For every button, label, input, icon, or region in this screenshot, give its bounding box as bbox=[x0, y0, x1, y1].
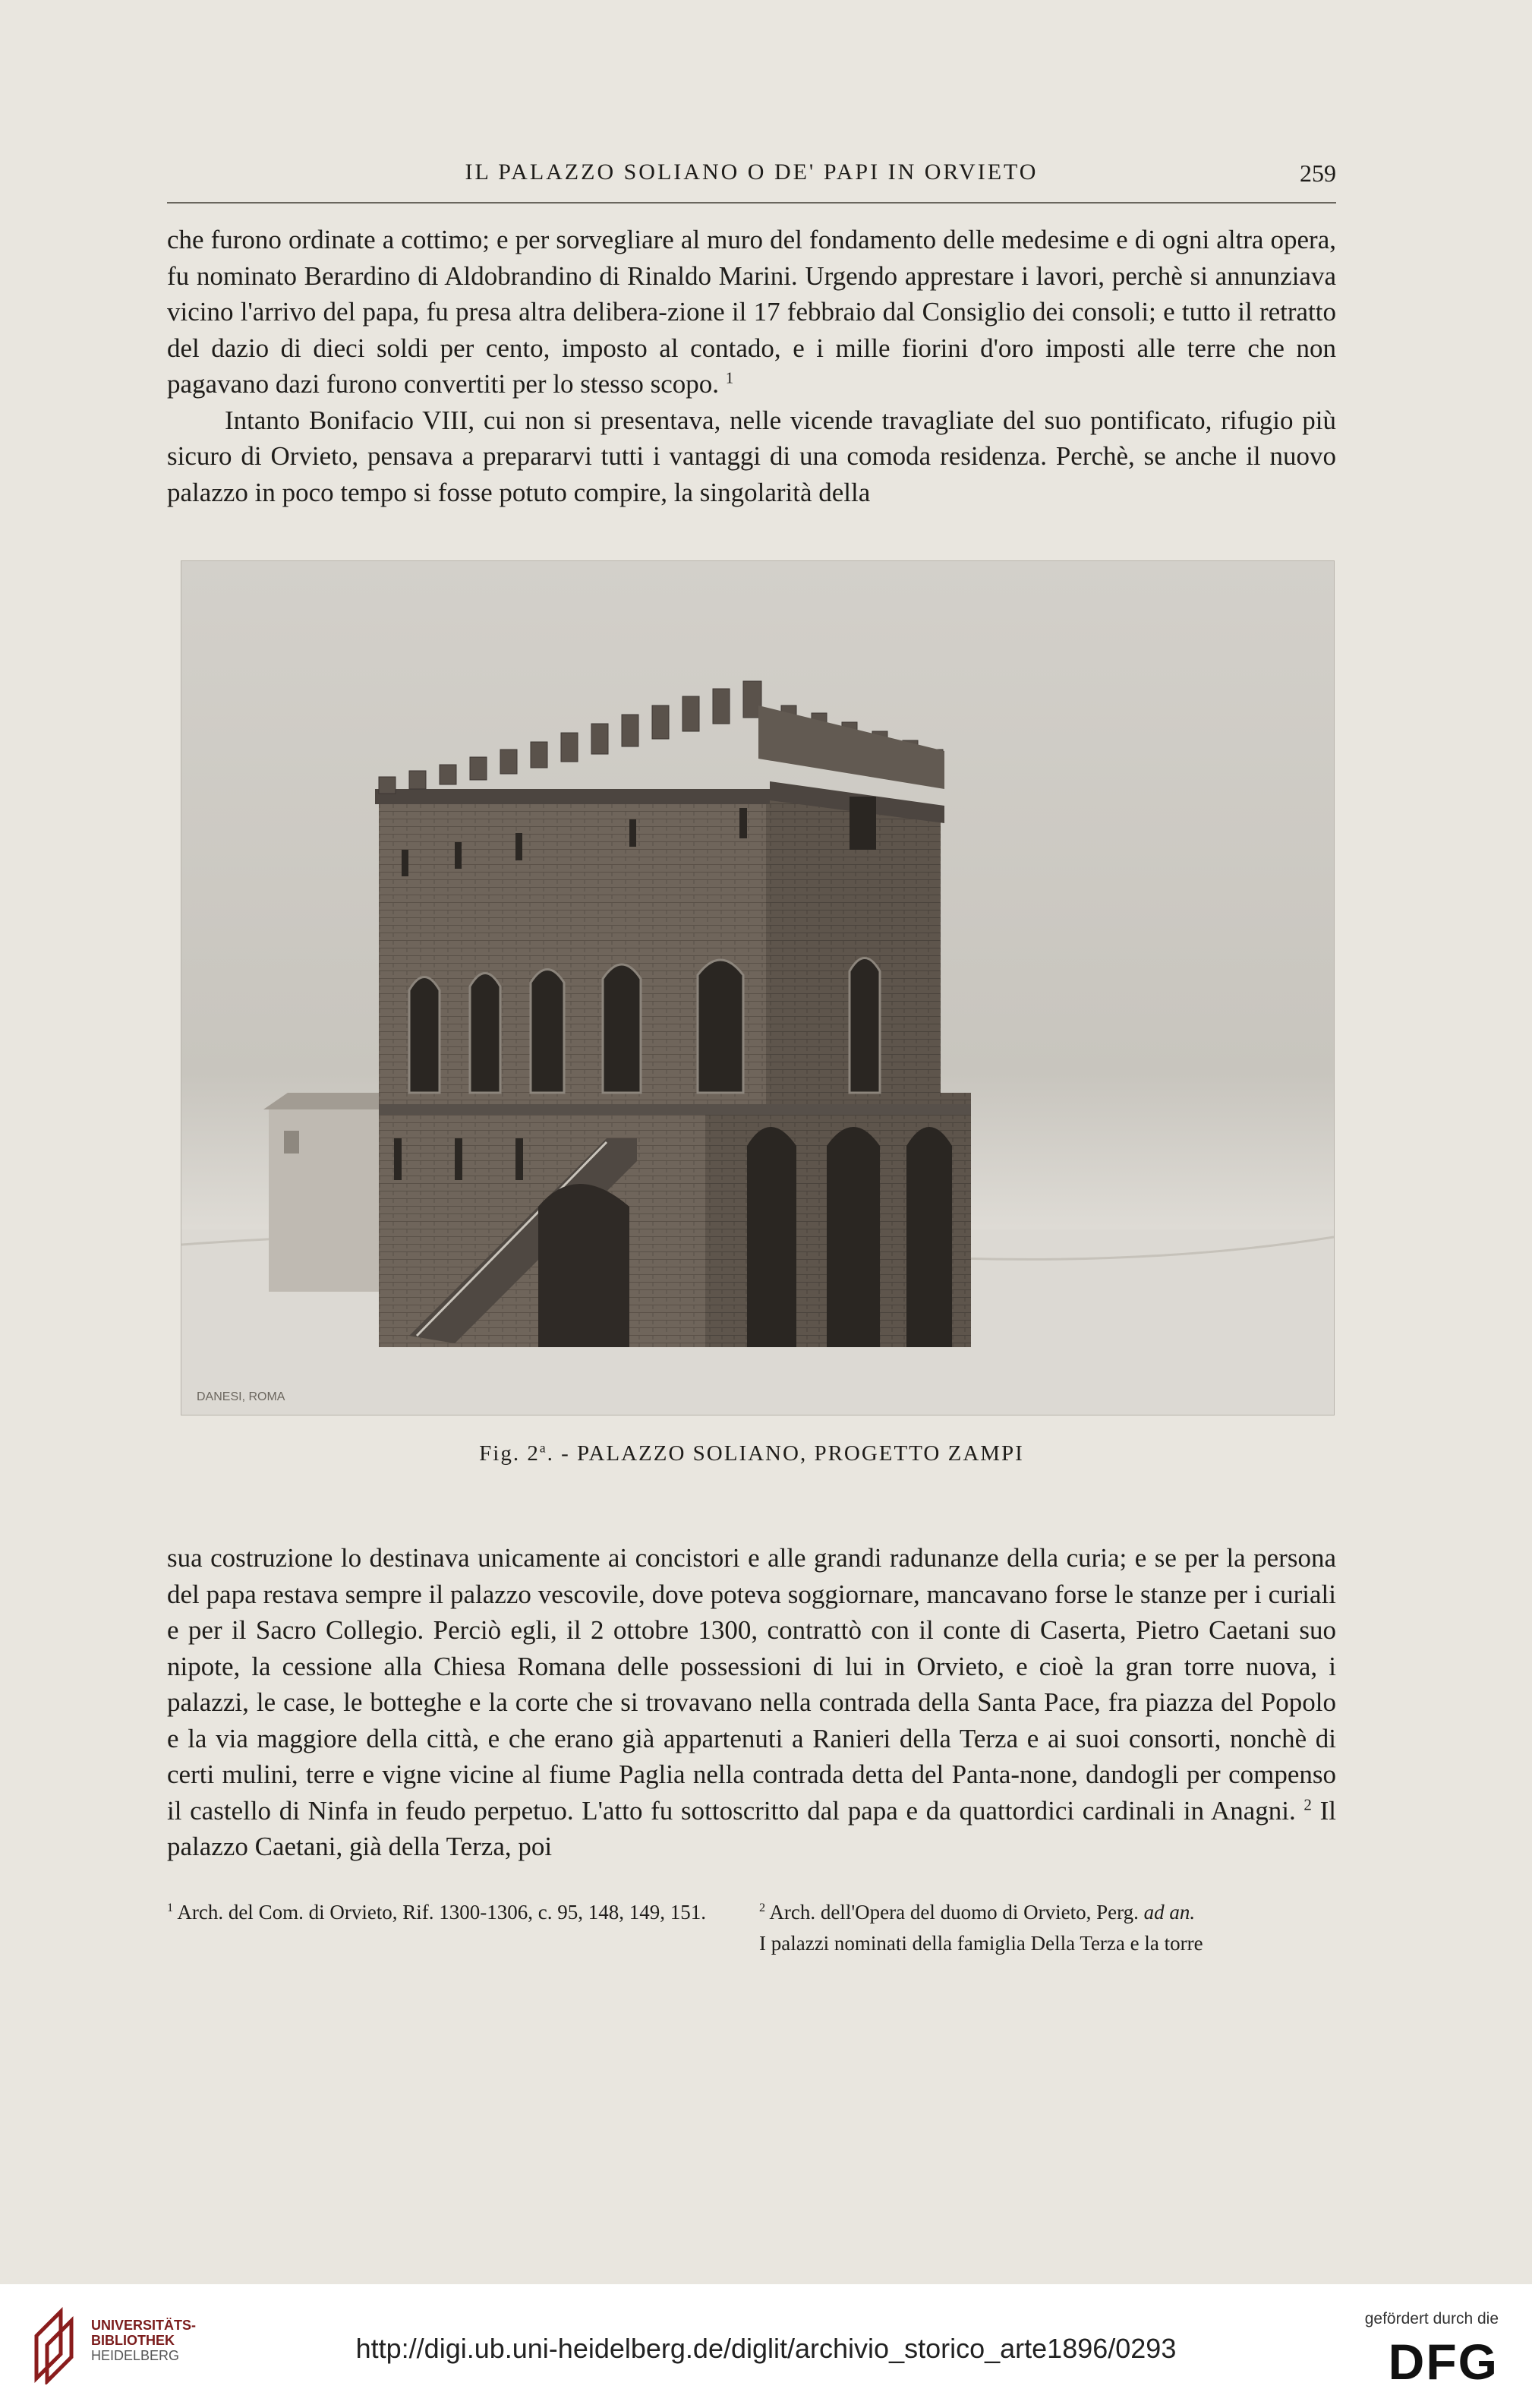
permalink-url[interactable]: http://digi.ub.uni-heidelberg.de/diglit/archivio_storico_arte1896/0293 bbox=[355, 2333, 1177, 2364]
caption-prefix: Fig. 2 bbox=[479, 1441, 540, 1466]
paragraph-text-end: Il palazzo Caetani, già della Terza, poi bbox=[167, 1795, 1336, 1861]
library-name-line: BIBLIOTHEK bbox=[91, 2333, 175, 2348]
footnote-italic: ad an. bbox=[1143, 1901, 1196, 1924]
footnote-mark: 2 bbox=[759, 1901, 766, 1914]
paragraph-text: sua costruzione lo destinava unicamente ai concistori e alle grandi radunanze della curia; e se per la persona del papa restava sempre il palazzo vescovile, dove poteva soggiornare, mancavano forse le stanze per i curiali e per il Sacro Collegio. Perciò egli, il 2 ottobre 1300, contrattò con il conte di Caserta, Pietro Caetani suo nipote, la cessione alla Chiesa Romana delle possessioni di lui in Orvieto, e cioè la gran torre nuova, i palazzi, le case, le botteghe e la corte che si trovavano nella contrada della Santa Pace, fra piazza del Popolo e la via maggiore della città, e che erano già appartenuti a Ranieri della Terza e ai suoi consorti, nonchè di certi mulini, terre e vigne vicine al fiume Paglia nella contrada detta del Panta-none, dandogli per compenso il castello di Ninfa in feudo perpetuo. L'atto fu sottoscritto dal papa e da quattordici cardinali in Anagni. bbox=[167, 1543, 1336, 1826]
figure-caption bbox=[167, 1441, 1336, 1466]
body-text-bottom bbox=[167, 1540, 1336, 1865]
footnote-marker: 1 bbox=[725, 368, 734, 387]
paragraph bbox=[167, 222, 1336, 402]
caption-text: . - PALAZZO SOLIANO, PROGETTO ZAMPI bbox=[547, 1441, 1024, 1466]
digitization-footer bbox=[0, 2284, 1532, 2408]
footnote-text: Arch. del Com. di Orvieto, Rif. 1300-1306, c. 95, 148, 149, 151. bbox=[173, 1901, 707, 1924]
footnote-text: Arch. dell'Opera del duomo di Orvieto, Perg. bbox=[765, 1901, 1139, 1924]
dfg-logo: DFG bbox=[1388, 2334, 1499, 2390]
footnote-1 bbox=[167, 1897, 744, 1928]
caption-superscript: a bbox=[539, 1440, 547, 1456]
footnote-mark: 1 bbox=[167, 1901, 174, 1914]
page-header bbox=[167, 156, 1336, 204]
paragraph-text: che furono ordinate a cottimo; e per sorvegliare al muro del fondamento delle medesime e di ogni altra opera, fu nominato Berardino di Aldobrandino di Rinaldo Marini. Urgendo apprestare i lavori, perchè si annunziava vicino l'arrivo del papa, fu presa altra delibera-zione il 17 febbraio dal Consiglio dei consoli; e tutto il retratto del dazio di dieci soldi per cento, imposto al contado, e i mille fiorini d'oro imposti alle terre che non pagavano dazi furono convertiti per lo stesso scopo. bbox=[167, 225, 1336, 399]
engraver-signature: DANESI, ROMA bbox=[197, 1390, 285, 1403]
figure-illustration bbox=[181, 560, 1335, 1415]
footnote-marker: 2 bbox=[1303, 1794, 1312, 1813]
funded-by-label: gefördert durch die bbox=[1364, 2310, 1499, 2328]
footnote-continuation: I palazzi nominati della famiglia Della Terza e la torre bbox=[759, 1932, 1203, 1955]
palazzo-soliano-drawing bbox=[181, 561, 1334, 1415]
running-title: IL PALAZZO SOLIANO O DE' PAPI IN ORVIETO bbox=[465, 159, 1039, 185]
body-text-top bbox=[167, 222, 1336, 510]
paragraph: Intanto Bonifacio VIII, cui non si presentava, nelle vicende travagliate del suo pontificato, rifugio più sicuro di Orvieto, pensava a prepararvi tutti i vantaggi di una comoda residenza. Perchè, se anche il nuovo palazzo in poco tempo si fosse potuto compire, la singolarità della bbox=[167, 405, 1336, 507]
library-name-line: HEIDELBERG bbox=[91, 2348, 180, 2363]
paragraph bbox=[167, 1540, 1336, 1865]
library-name-line: UNIVERSITÄTS- bbox=[91, 2318, 197, 2333]
footnote-2 bbox=[759, 1897, 1336, 1959]
page-number: 259 bbox=[1300, 159, 1336, 187]
